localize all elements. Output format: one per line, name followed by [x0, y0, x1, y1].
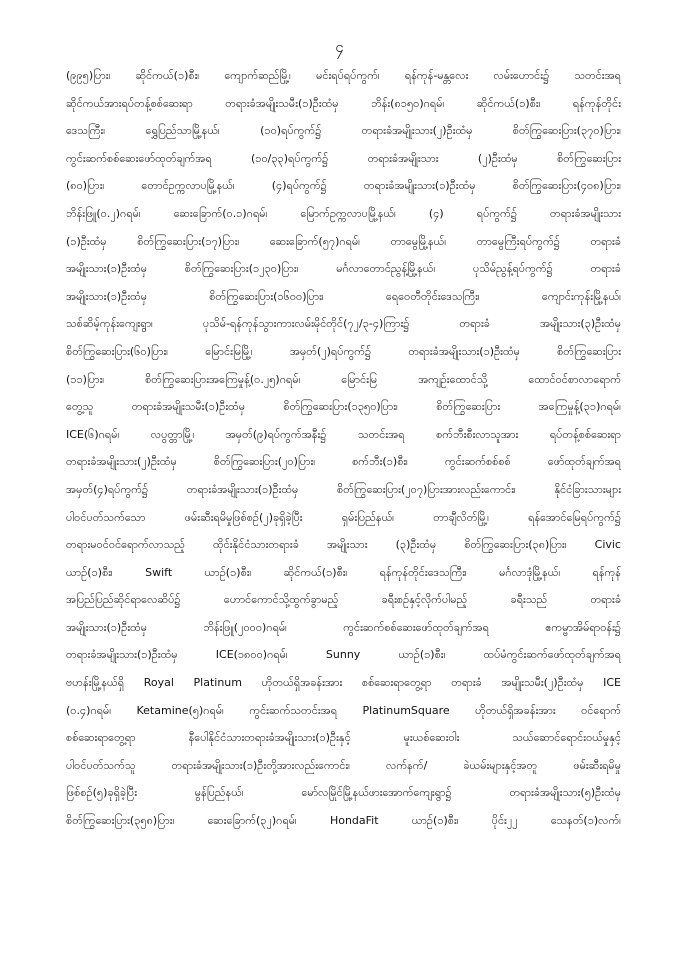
- text-line: ပါဝင်ပတ်သက်သော ဖမ်းဆီးရမိမှုဖြစ်စဉ်(၂)ခုရှိခဲ့ပြီး ရှမ်းပြည်နယ်၊ တာချီလိတ်မြို့၊ ရန်အောင်မြေရပ်ကွက်၌: [66, 510, 621, 524]
- text-line: အမှတ်(၄)ရပ်ကွက်၌ တရားခံအမျိုးသား(၁)ဦးထံမှ စိတ်ကြွဆေးပြား(၂၀၇)ပြားအားလည်းကောင်း၊ နိုင်ငံခြားသားများ: [66, 482, 621, 496]
- text-line: အမျိုးသား(၁)ဦးထံမှ စိတ်ကြွဆေးပြား(၁၂၃၀)ပြား၊ မင်္ဂလာတောင်ညွန့်မြို့နယ်၊ ပုသိမ်ညွန့်ရပ်ကွက်၌ တရားခံ: [66, 262, 621, 276]
- text-line: ဒေသကြီး၊ ရွှေပြည်သာမြို့နယ်၊ (၁၀)ရပ်ကွက်၌ တရားခံအမျိုးသား(၂)ဦးထံမှ စိတ်ကြွဆေးပြား(၃၇၀)ပြား၊: [66, 124, 621, 138]
- text-line: (၉၉၅)ပြား၊ ဆိုင်ကယ်(၁)စီး၊ ကျောက်ဆည်မြို့၊ မင်းရပ်ရပ်ကွက်၊ ရန်ကုန်-မန္တလေး လမ်းဟောင်း၌ သတင်းအရ: [66, 69, 621, 82]
- text-line: (၁၁)ပြား၊ စိတ်ကြွဆေးပြားအကြေမှုန့်(၀.၂၅)ဂရမ်၊ မြောင်းမြ အကျဉ်းထောင်သို့ ထောင်ဝင်စာလာရောက်: [66, 372, 621, 386]
- text-line: (၀.၄)ဂရမ်၊ Ketamine(၅)ဂရမ်၊ ကွင်းဆက်သတင်းအရ PlatinumSquare ဟိုတယ်ရှိအခန်းအား ဝင်ရောက်: [66, 703, 621, 717]
- text-line: တရားခံအမျိုးသား(၁)ဦးထံမှ ICE(၁၈၀၀)ဂရမ်၊ Sunny ယာဉ်(၁)စီး၊ ထပ်မံကွင်းဆက်ဖော်ထုတ်ချက်အရ: [66, 648, 621, 662]
- text-line: (၈၀)ပြား၊ တောင်ဥက္ကလာပမြို့နယ်၊ (၄)ရပ်ကွက်၌ တရားခံအမျိုးသား(၁)ဦးထံမှ စိတ်ကြွဆေးပြား(၄၀၈)ပြား၊: [66, 179, 621, 193]
- text-line: အပြည်ပြည်ဆိုင်ရာလေဆိပ်၌ ဟောင်ကောင်သို့ထွက်ခွာမည့် ခရီးစဉ်နှင့်လိုက်ပါမည့် ခရီးသည် တရားခံ: [66, 593, 621, 607]
- text-line: ဗဟန်းမြို့နယ်ရှိ Royal Platinum ဟိုတယ်ရှိအခန်းအား စစ်ဆေးရာတွေ့ရာ တရားခံ အမျိုးသမီး(၂)ဦးထံမှ ICE: [66, 676, 621, 690]
- text-line: ပါဝင်ပတ်သက်သူ တရားခံအမျိုးသား(၁)ဦးတို့အားလည်းကောင်း၊ လက်နက်/ ခဲယမ်းများနှင့်အတူ ဖမ်းဆီးရမိမှု: [66, 758, 621, 772]
- body-text: [66, 62, 621, 862]
- page-number: ၄: [335, 38, 344, 56]
- text-line: တရားမဝင်ဝင်ရောက်လာသည့် ထိုင်းနိုင်ငံသားတရားခံ အမျိုးသား (၃)ဦးထံမှ စိတ်ကြွဆေးပြား(၃၈)ပြား၊ Civic: [66, 538, 621, 552]
- text-line: ယာဉ်(၁)စီး၊ Swift ယာဉ်(၁)စီး၊ ဆိုင်ကယ်(၁)စီး၊ ရန်ကုန်တိုင်းဒေသကြီး၊ မင်္ဂလာဒုံမြို့နယ်၊ ရန်ကုန်: [66, 565, 621, 579]
- text-line: တရားခံအမျိုးသား(၂)ဦးထံမှ စိတ်ကြွဆေးပြား(၂၀)ပြား၊ စက်ဘီး(၁)စီး၊ ကွင်းဆက်စစ်စစ် ဖော်ထုတ်ချက်အရ: [66, 455, 621, 469]
- text-line: [66, 835, 621, 863]
- text-line: စိတ်ကြွဆေးပြား(၃၅၈)ပြား၊ ဆေးခြောက်(၃၂)ဂရမ်၊ HondaFit ယာဉ်(၁)စီး၊ ပိုင်း၂၂ သေနတ်(၁)လက်၊: [66, 814, 621, 828]
- text-line: စစ်ဆေးရာတွေ့ရာ နီပေါနိုင်ငံသားတရားခံအမျိုးသား(၁)ဦးနှင့် မူးယစ်ဆေးဝါး သယ်ဆောင်ရောင်းဝယ်မှုနှင့်: [66, 731, 621, 745]
- text-line: တွေ့သူ တရားခံအမျိုးသမီး(၁)ဦးထံမှ စိတ်ကြွဆေးပြား(၁၃၅၀)ပြား၊ စိတ်ကြွဆေးပြား အကြေမှုန့်(၃၁)ဂရမ်၊: [66, 400, 621, 414]
- text-line: စိတ်ကြွဆေးပြား(၆၀)ပြား၊ မြောင်းမြမြို့၊ အမှတ်(၂)ရပ်ကွက်၌ တရားခံအမျိုးသား(၁)ဦးထံမှ စိတ်ကြွဆေးပြား: [66, 344, 621, 358]
- text-line: အမျိုးသား(၁)ဦးထံမှ စိတ်ကြွဆေးပြား(၁၆၀၀)ပြား၊ ရေဝေတီတိုင်းဒေသကြီး၊ ကျောင်းကုန်းမြို့နယ်၊: [66, 289, 621, 303]
- text-line: အမျိုးသား(၁)ဦးထံမှ ဘိန်းဖြူ(၂၀၀၀)ဂရမ်၊ ကွင်းဆက်စစ်ဆေးဖော်ထုတ်ချက်အရ ဧကမ္ဗာအိမ်ရာဝန်း၌: [66, 620, 621, 634]
- text-line: ဆိုင်ကယ်အားရပ်တန့်စစ်ဆေးရာ တရားခံအမျိုးသမီး(၁)ဦးထံမှ ဘိန်း(၈၁၅၀)ဂရမ်၊ ဆိုင်ကယ်(၁)စီး၊ ရန်ကုန်တိုင်း: [66, 96, 621, 110]
- text-line: (၁)ဦးထံမှ စိတ်ကြွဆေးပြား(၁၇)ပြား၊ ဆေးခြောက်(၅၇)ဂရမ်၊ တာမွေမြို့နယ်၊ တာမွေကြီးရပ်ကွက်၌ တရားခံ: [66, 234, 621, 248]
- text-line: ကွင်းဆက်စစ်ဆေးဖော်ထုတ်ချက်အရ (၁၀/၃၃)ရပ်ကွက်၌ တရားခံအမျိုးသား (၂)ဦးထံမှ စိတ်ကြွဆေးပြား: [66, 151, 621, 165]
- text-line: ဘိန်းဖြူ(၀.၂)ဂရမ်၊ ဆေးခြောက်(၀.၁)ဂရမ်၊ မြောက်ဥက္ကလာပမြို့နယ်၊ (၄) ရပ်ကွက်၌ တရားခံအမျိုးသား: [66, 206, 621, 220]
- text-line: ICE(၆)ဂရမ်၊ လပွတ္တာမြို့၊ အမှတ်(၉)ရပ်ကွက်အနီး၌ သတင်းအရ စက်ဘီးစီးလာသူအား ရပ်တန့်စစ်ဆေးရာ: [66, 427, 621, 441]
- text-line: သစ်ဆိမ့်ကုန်းကျေးရွာ၊ ပုသိမ်-ရန်ကုန်သွားကားလမ်းမိုင်တိုင်(၇၂/၃-၄)ကြား၌ တရားခံ အမျိုးသား(၃)ဦးထံမှ: [66, 317, 621, 331]
- text-line: ဖြစ်စဉ်(၅)ခုရှိခဲ့ပြီး မွန်ပြည်နယ်၊ မော်လမြိုင်မြို့နယ်ဖားအောက်ကျေးရွာ၌ တရားခံအမျိုးသား(၅)ဦးထံမှ: [66, 786, 621, 800]
